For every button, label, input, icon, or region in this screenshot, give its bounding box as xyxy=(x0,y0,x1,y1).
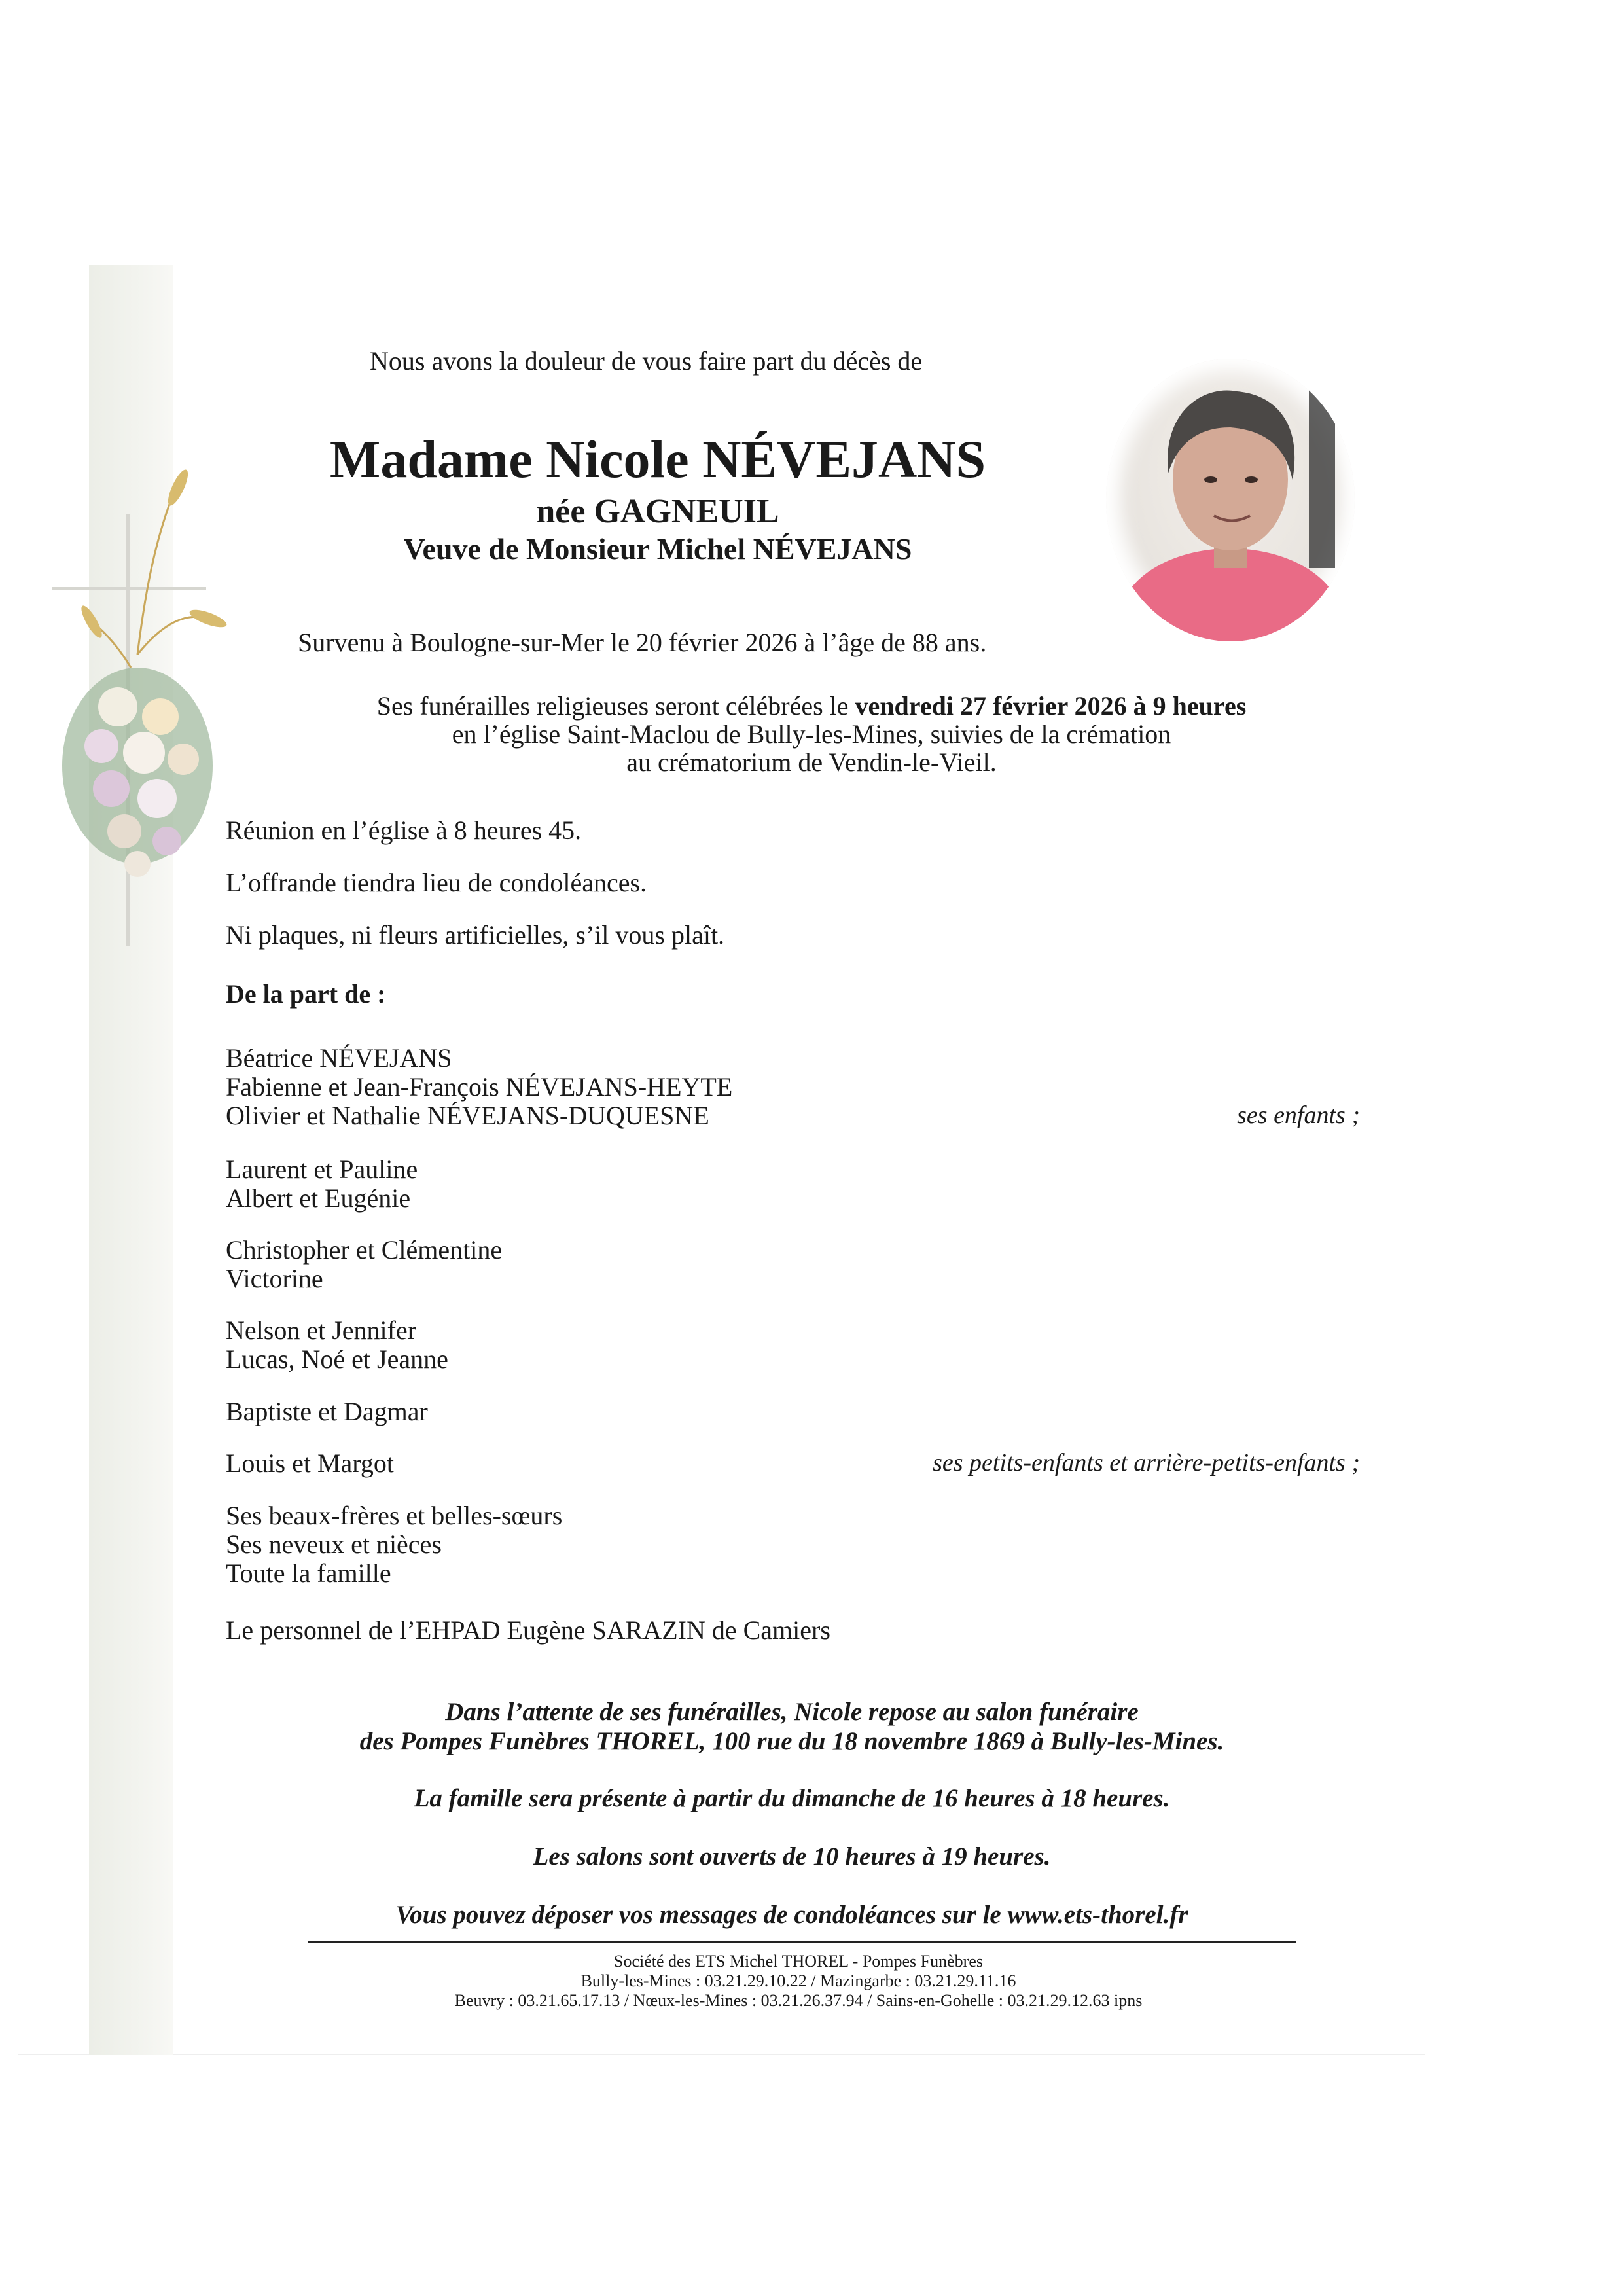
petit-enfant-line: Baptiste et Dagmar xyxy=(226,1397,428,1426)
footer-note: Vous pouvez déposer vos messages de condoléances sur le www.ets-thorel.fr xyxy=(395,1901,1188,1929)
deceased-name: Madame Nicole NÉVEJANS xyxy=(329,429,986,489)
footer-note: Dans l’attente de ses funérailles, Nicole repose au salon funéraire xyxy=(445,1698,1139,1726)
death-details: Survenu à Boulogne-sur-Mer le 20 février 2026 à l’âge de 88 ans. xyxy=(298,628,987,657)
note-reunion: Réunion en l’église à 8 heures 45. xyxy=(226,816,582,845)
de-la-part-heading: De la part de : xyxy=(226,979,386,1009)
footer-note: Les salons sont ouverts de 10 heures à 19 heures. xyxy=(533,1842,1051,1871)
note-fleurs: Ni plaques, ni fleurs artificielles, s’il vous plaît. xyxy=(226,920,725,950)
portrait-illustration xyxy=(1106,359,1355,641)
funeral-line-3: au crématorium de Vendin-le-Vieil. xyxy=(626,747,997,777)
funeral-date: vendredi 27 février 2026 à 9 heures xyxy=(855,691,1247,721)
funeral-line-2: en l’église Saint-Maclou de Bully-les-Mines, suivies de la crémation xyxy=(452,719,1171,749)
footer-divider xyxy=(308,1941,1296,1943)
widow-of: Veuve de Monsieur Michel NÉVEJANS xyxy=(403,532,912,565)
footer-note: des Pompes Funèbres THOREL, 100 rue du 18 novembre 1869 à Bully-les-Mines. xyxy=(359,1727,1224,1755)
petit-enfant-line: Louis et Margot xyxy=(226,1448,395,1478)
personnel-line: Le personnel de l’EHPAD Eugène SARAZIN de Camiers xyxy=(226,1615,830,1645)
company-line-1: Société des ETS Michel THOREL - Pompes Funèbres xyxy=(614,1952,983,1971)
footer-note: La famille sera présente à partir du dimanche de 16 heures à 18 heures. xyxy=(414,1784,1170,1812)
petits-enfants-label: ses petits-enfants et arrière-petits-enfants ; xyxy=(933,1449,1360,1477)
petit-enfant-line: Victorine xyxy=(226,1264,323,1293)
petit-enfant-line: Christopher et Clémentine xyxy=(226,1235,503,1265)
famille-line: Ses beaux-frères et belles-sœurs xyxy=(226,1501,563,1530)
petit-enfant-line: Lucas, Noé et Jeanne xyxy=(226,1344,448,1374)
petit-enfant-line: Albert et Eugénie xyxy=(226,1183,411,1213)
intro-text: Nous avons la douleur de vous faire part du décès de xyxy=(370,346,923,376)
funeral-line-1-start: Ses funérailles religieuses seront célébrées le xyxy=(376,691,855,721)
funeral-line-1 xyxy=(0,691,1623,721)
petit-enfant-line: Laurent et Pauline xyxy=(226,1155,418,1184)
company-line-2: Bully-les-Mines : 03.21.29.10.22 / Mazingarbe : 03.21.29.11.16 xyxy=(580,1971,1016,1990)
petit-enfant-line: Nelson et Jennifer xyxy=(226,1316,417,1345)
page-edge-line xyxy=(18,2054,1425,2055)
enfant-line: Olivier et Nathalie NÉVEJANS-DUQUESNE xyxy=(226,1101,709,1130)
enfant-line: Fabienne et Jean-François NÉVEJANS-HEYTE xyxy=(226,1072,733,1102)
enfant-line: Béatrice NÉVEJANS xyxy=(226,1043,452,1073)
company-line-3: Beuvry : 03.21.65.17.13 / Nœux-les-Mines : 03.21.26.37.94 / Sains-en-Gohelle : 03.21.29.12.63 ipns xyxy=(454,1991,1143,2010)
portrait-photo xyxy=(1106,359,1355,641)
famille-line: Ses neveux et nièces xyxy=(226,1530,442,1559)
note-offrande: L’offrande tiendra lieu de condoléances. xyxy=(226,868,647,897)
maiden-name: née GAGNEUIL xyxy=(536,493,779,530)
famille-line: Toute la famille xyxy=(226,1558,391,1588)
enfants-label: ses enfants ; xyxy=(1237,1102,1360,1129)
